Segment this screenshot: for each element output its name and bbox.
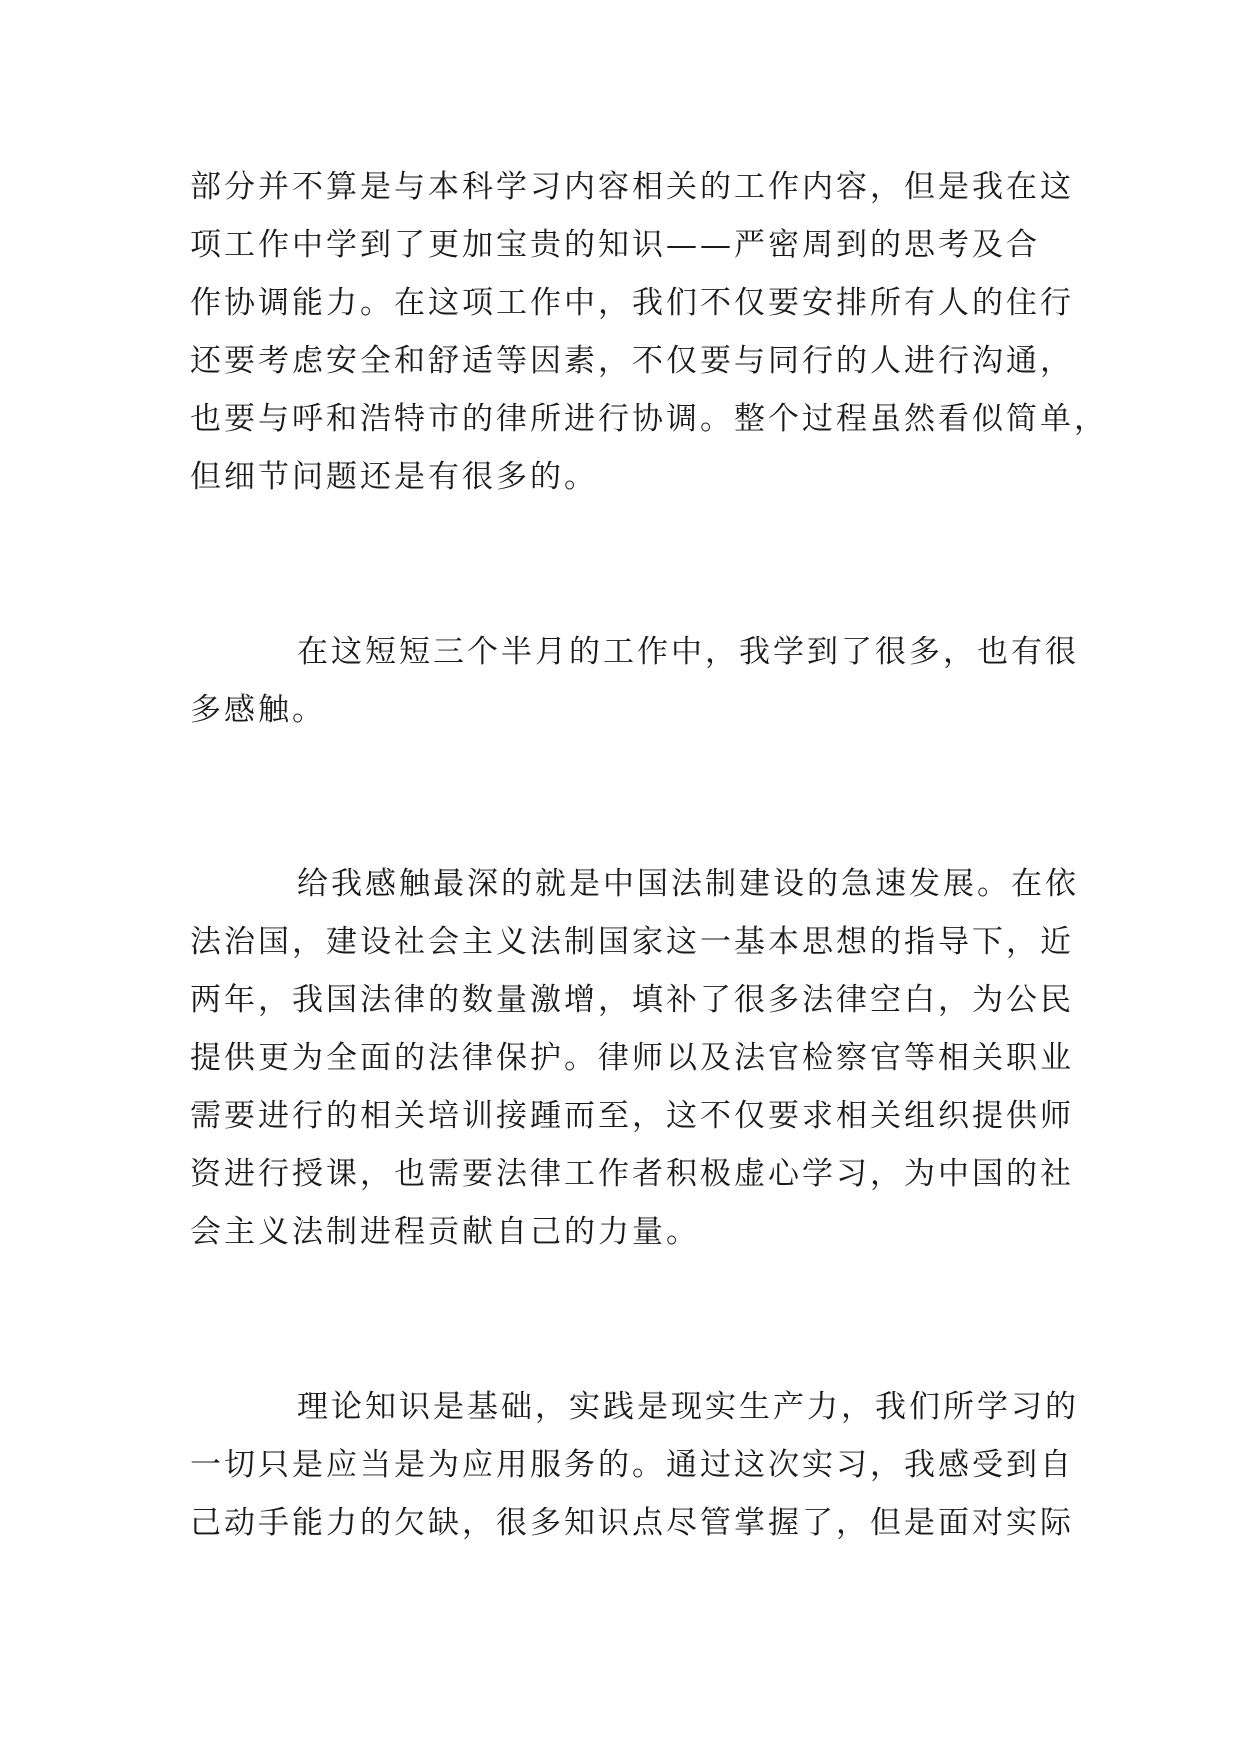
- paragraph-line: 会主义法制进程贡献自己的力量。: [190, 1214, 700, 1250]
- paragraph-line: 两年，我国法律的数量激增，填补了很多法律空白，为公民: [190, 982, 1074, 1018]
- paragraph-line: 理论知识是基础，实践是现实生产力，我们所学习的: [297, 1389, 1079, 1425]
- paragraph-line: 一切只是应当是为应用服务的。通过这次实习，我感受到自: [190, 1447, 1074, 1483]
- paragraph-line: 作协调能力。在这项工作中，我们不仅要安排所有人的住行: [190, 285, 1074, 321]
- paragraph-line: 在这短短三个半月的工作中，我学到了很多，也有很: [297, 634, 1079, 670]
- paragraph-3: [190, 855, 1079, 1261]
- paragraph-line: 己动手能力的欠缺，很多知识点尽管掌握了，但是面对实际: [190, 1505, 1074, 1541]
- paragraph-line: 但细节问题还是有很多的。: [190, 459, 598, 495]
- paragraph-line: 多感触。: [190, 692, 326, 728]
- paragraph-line: 也要与呼和浩特市的律所进行协调。整个过程虽然看似简单，: [190, 401, 1108, 437]
- paragraph-2: [190, 623, 1079, 739]
- paragraph-1: [190, 158, 1108, 506]
- paragraph-line: 还要考虑安全和舒适等因素，不仅要与同行的人进行沟通，: [190, 343, 1074, 379]
- paragraph-line: 部分并不算是与本科学习内容相关的工作内容，但是我在这: [190, 169, 1074, 205]
- paragraph-4: [190, 1378, 1079, 1552]
- paragraph-line: 项工作中学到了更加宝贵的知识——严密周到的思考及合: [190, 227, 1040, 263]
- paragraph-line: 需要进行的相关培训接踵而至，这不仅要求相关组织提供师: [190, 1098, 1074, 1134]
- paragraph-line: 提供更为全面的法律保护。律师以及法官检察官等相关职业: [190, 1040, 1074, 1076]
- paragraph-line: 资进行授课，也需要法律工作者积极虚心学习，为中国的社: [190, 1156, 1074, 1192]
- paragraph-line: 法治国，建设社会主义法制国家这一基本思想的指导下，近: [190, 924, 1074, 960]
- paragraph-line: 给我感触最深的就是中国法制建设的急速发展。在依: [297, 866, 1079, 902]
